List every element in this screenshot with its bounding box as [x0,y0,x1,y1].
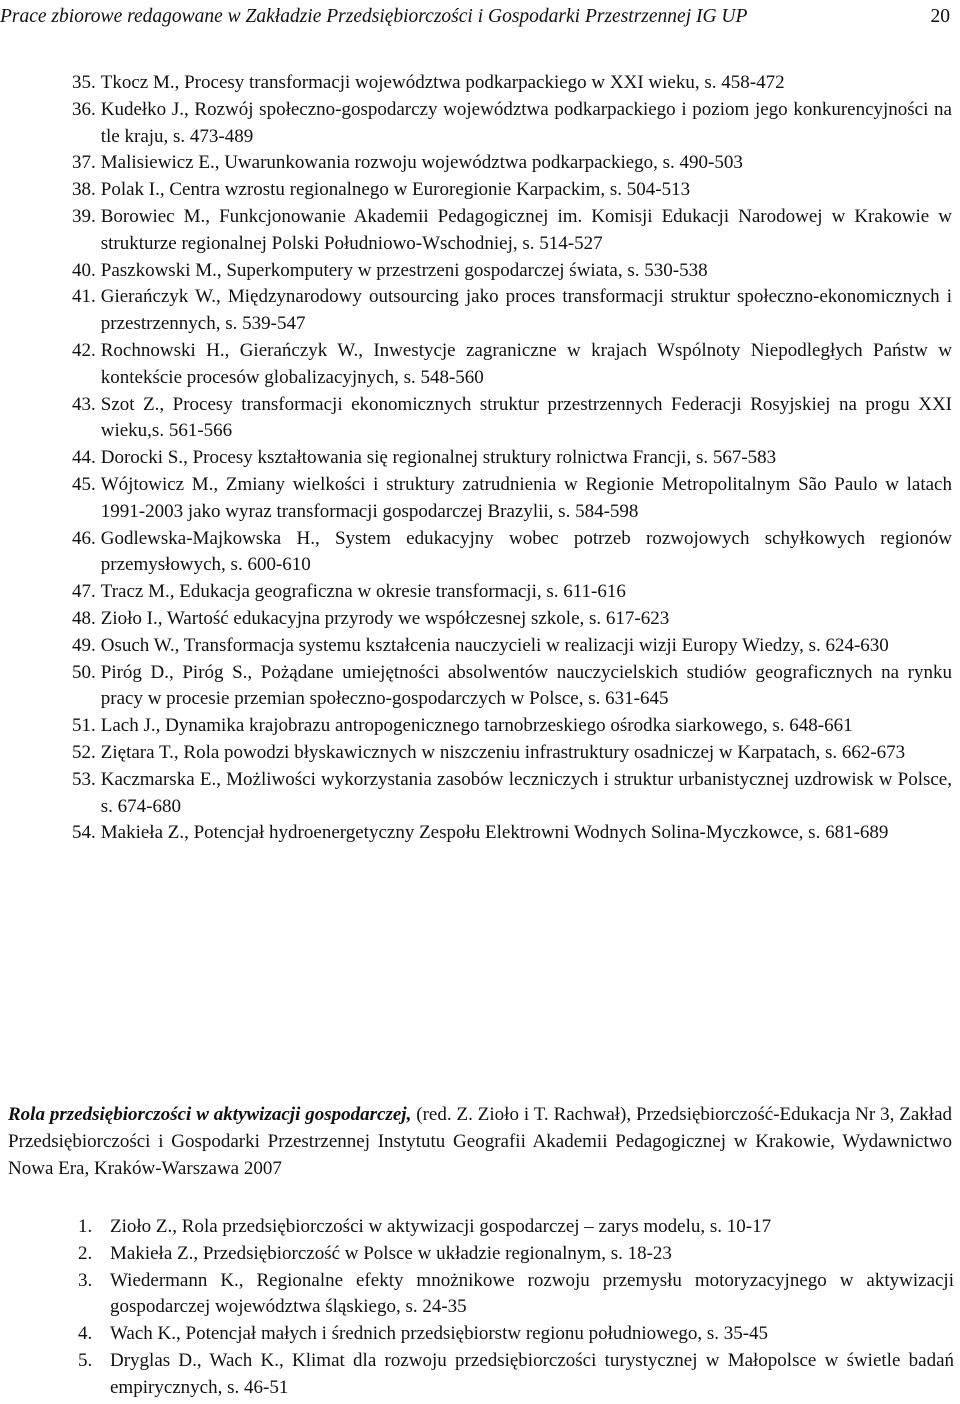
item-text: Tkocz M., Procesy transformacji województwa podkarpackiego w XXI wieku, s. 458-472 [100,72,785,93]
list-item [72,579,952,606]
volume-description [8,1102,952,1182]
item-text: Zioło Z., Rola przedsiębiorczości w aktywizacji gospodarczej – zarys modelu, s. 10-17 [110,1216,772,1237]
item-text: Borowiec M., Funkcjonowanie Akademii Pedagogicznej im. Komisji Edukacji Narodowej w Krakowie w strukturze regionalnej Polski Południowo-Wschodniej, s. 514-527 [100,205,952,254]
item-number: 45. [72,473,96,495]
publication-list-1 [72,70,952,847]
item-number: 4. [78,1323,93,1345]
item-number: 3. [78,1269,93,1291]
item-number: 5. [78,1349,93,1371]
page-header [0,4,950,31]
list-item [72,633,952,660]
item-number: 53. [72,768,96,790]
item-number: 1. [78,1216,93,1237]
volume-details: (red. Z. Zioło i T. Rachwał), Przedsiębiorczość-Edukacja Nr 3, Zakład Przedsiębiorczości i Gospodarki Przestrzennej Instytutu Geografii Akademii Pedagogicznej w Krakowie, Wydawnictwo Nowa Era, Kraków-Warszawa 2007 [8,1104,953,1179]
publication-list-2 [78,1214,954,1402]
list-item [72,445,952,472]
item-text: Zioło I., Wartość edukacyjna przyrody we współczesnej szkole, s. 617-623 [100,607,670,629]
item-text: Kudełko J., Rozwój społeczno-gospodarczy województwa podkarpackiego i poziom jego konkurencyjności na tle kraju, s. 473-489 [100,98,952,147]
item-text: Wiedermann K., Regionalne efekty mnożnikowe rozwoju przemysłu motoryzacyjnego w aktywizacji gospodarczej województwa śląskiego, s. 24-35 [110,1269,954,1318]
list-item [72,660,952,714]
list-item [72,177,952,204]
list-item [72,526,952,580]
list-item [72,97,952,151]
list-item [72,392,952,446]
list-item [72,606,952,633]
item-number: 54. [72,822,96,844]
list-item [78,1348,954,1402]
list-item [72,740,952,767]
item-text: Wach K., Potencjał małych i średnich przedsiębiorstw regionu południowego, s. 35-45 [110,1323,769,1345]
item-text: Osuch W., Transformacja systemu kształcenia nauczycieli w realizacji wizji Europy Wiedzy, s. 624-630 [100,634,889,656]
page-number: 20 [930,6,950,27]
item-text: Tracz M., Edukacja geograficzna w okresie transformacji, s. 611-616 [100,581,626,603]
list-item [78,1321,954,1348]
list-item [72,767,952,821]
volume-title: Rola przedsiębiorczości w aktywizacji gospodarczej, [8,1104,412,1125]
item-number: 44. [72,447,96,469]
item-number: 39. [72,205,96,227]
item-text: Rochnowski H., Gierańczyk W., Inwestycje zagraniczne w krajach Wspólnoty Niepodległych Państw w kontekście procesów globalizacyjnych, s. 548-560 [100,339,952,388]
list-item [72,150,952,177]
item-text: Godlewska-Majkowska H., System edukacyjny wobec potrzeb rozwojowych schyłkowych regionów przemysłowych, s. 600-610 [100,527,952,576]
list-item [72,284,952,338]
item-number: 38. [72,179,96,201]
item-number: 35. [72,72,96,93]
list-item [72,204,952,258]
item-number: 50. [72,661,96,683]
item-text: Dryglas D., Wach K., Klimat dla rozwoju przedsiębiorczości turystycznej w Małopolsce w świetle badań empirycznych, s. 46-51 [110,1349,954,1398]
item-number: 41. [72,286,96,308]
list-item [72,472,952,526]
item-text: Wójtowicz M., Zmiany wielkości i struktury zatrudnienia w Regionie Metropolitalnym São Paulo w latach 1991-2003 jako wyraz transformacji gospodarczej Brazylii, s. 584-598 [100,473,952,522]
item-number: 51. [72,715,96,737]
item-number: 37. [72,152,96,174]
item-number: 47. [72,581,96,603]
item-number: 42. [72,339,96,361]
list-item [78,1241,954,1268]
item-number: 2. [78,1242,93,1264]
item-number: 49. [72,634,96,656]
list-item [72,258,952,285]
list-item [72,820,952,847]
list-item [78,1268,954,1322]
item-number: 46. [72,527,96,549]
item-number: 52. [72,741,96,763]
list-item [72,70,952,97]
item-text: Kaczmarska E., Możliwości wykorzystania zasobów leczniczych i struktur urbanistycznej uzdrowisk w Polsce, s. 674-680 [100,768,952,817]
item-text: Ziętara T., Rola powodzi błyskawicznych w niszczeniu infrastruktury osadniczej w Karpatach, s. 662-673 [100,741,906,763]
list-item [72,338,952,392]
list-item [72,713,952,740]
item-text: Piróg D., Piróg S., Pożądane umiejętności absolwentów nauczycielskich studiów geograficznych na rynku pracy w procesie przemian społeczno-gospodarczych w Polsce, s. 631-645 [100,661,952,710]
item-number: 36. [72,98,96,120]
running-title: Prace zbiorowe redagowane w Zakładzie Przedsiębiorczości i Gospodarki Przestrzennej IG UP [0,6,748,27]
item-number: 48. [72,607,96,629]
item-number: 40. [72,259,96,281]
item-number: 43. [72,393,96,415]
item-text: Lach J., Dynamika krajobrazu antropogenicznego tarnobrzeskiego ośrodka siarkowego, s. 648-661 [100,715,853,737]
item-text: Dorocki S., Procesy kształtowania się regionalnej struktury rolnictwa Francji, s. 567-583 [100,447,777,469]
item-text: Gierańczyk W., Międzynarodowy outsourcing jako proces transformacji struktur społeczno-ekonomicznych i przestrzennych, s. 539-547 [100,286,952,335]
list-item [78,1214,954,1241]
item-text: Malisiewicz E., Uwarunkowania rozwoju województwa podkarpackiego, s. 490-503 [100,152,743,174]
item-text: Makieła Z., Potencjał hydroenergetyczny Zespołu Elektrowni Wodnych Solina-Myczkowce, s. 681-689 [100,822,889,844]
item-text: Polak I., Centra wzrostu regionalnego w Euroregionie Karpackim, s. 504-513 [100,179,691,201]
item-text: Makieła Z., Przedsiębiorczość w Polsce w układzie regionalnym, s. 18-23 [110,1242,672,1264]
item-text: Szot Z., Procesy transformacji ekonomicznych struktur przestrzennych Federacji Rosyjskiej na progu XXI wieku,s. 561-566 [100,393,952,442]
item-text: Paszkowski M., Superkomputery w przestrzeni gospodarczej świata, s. 530-538 [100,259,708,281]
